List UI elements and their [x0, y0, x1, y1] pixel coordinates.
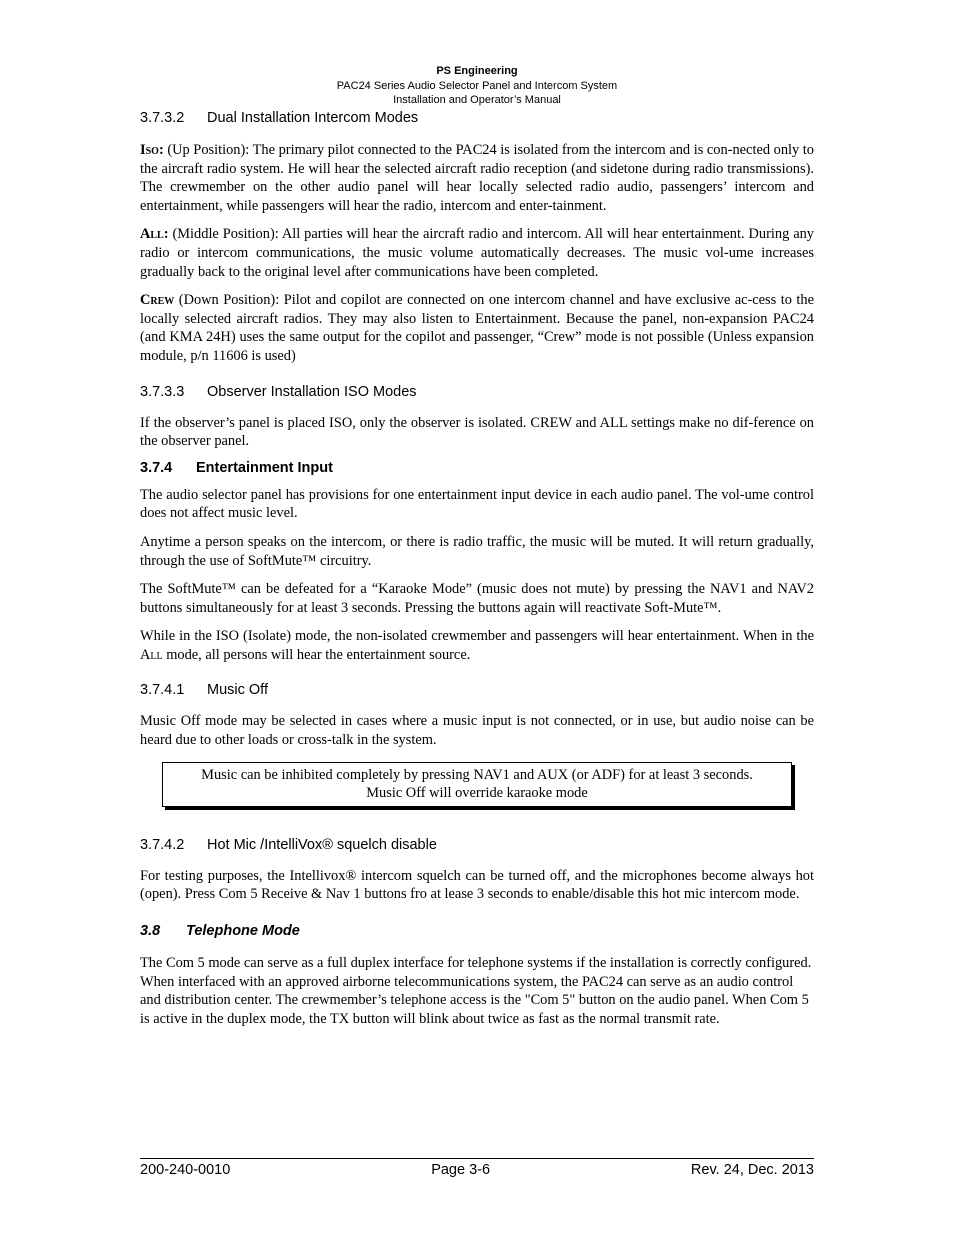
heading-3-8: [140, 923, 814, 939]
paragraph-crew: [140, 291, 814, 365]
section-number: 3.7.4.1: [140, 682, 185, 699]
heading-3-7-4: [140, 460, 814, 476]
paragraph-all: [140, 225, 814, 281]
footer-revision: Rev. 24, Dec. 2013: [690, 1162, 814, 1178]
heading-3-7-3-2: [140, 110, 814, 126]
section-number: 3.8: [140, 923, 161, 940]
section-number: 3.7.4.2: [140, 836, 185, 853]
term-iso: Iso:: [140, 142, 164, 158]
heading-3-7-3-3: [140, 384, 814, 400]
section-number: 3.7.3.3: [140, 383, 185, 400]
text-part-a: While in the ISO (Isolate) mode, the non-isolated crewmember and passengers will hear entertainment. When in the: [140, 628, 814, 645]
note-box: [162, 762, 792, 807]
section-title: Hot Mic /IntelliVox® squelch disable: [207, 836, 437, 853]
paragraph-observer: If the observer’s panel is placed ISO, only the observer is isolated. CREW and ALL settings make no dif-ference on the observer panel.: [140, 414, 814, 450]
header-company: PS Engineering: [436, 65, 518, 77]
paragraph-hot-mic: For testing purposes, the Intellivox® intercom squelch can be turned off, and the microphones become always hot (open). Press Com 5 Receive & Nav 1 buttons fro at lease 3 seconds to enable/disable this hot mic intercom mode.: [140, 867, 814, 903]
term-all: All:: [140, 226, 169, 243]
paragraph-entertainment-4: [140, 627, 814, 664]
section-title: Entertainment Input: [196, 459, 333, 476]
section-title: Music Off: [207, 682, 268, 699]
text-all: (Middle Position): All parties will hear the aircraft radio and intercom. All will hear entertainment. During any radio or intercom communications, the music volume automatically decreases. The music vol-ume increases gradually back to the original level after communications have been completed.: [140, 226, 814, 280]
page-header: [140, 64, 814, 108]
term-crew: Crew: [140, 292, 175, 309]
header-product: PAC24 Series Audio Selector Panel and Intercom System: [336, 79, 618, 92]
footer-page-number: Page 3-6: [431, 1162, 491, 1178]
text-iso: (Up Position): The primary pilot connected to the PAC24 is isolated from the intercom and is con-nected only to the aircraft radio system. He will hear the selected aircraft radio reception (and sidetone during radio transmissions). The crewmember on the other audio panel will hear locally selected radio audio, passengers’ intercom and entertainment, while passengers will hear the radio, intercom and enter-tainment.: [140, 142, 814, 214]
paragraph-iso: [140, 141, 814, 215]
section-title: Telephone Mode: [186, 923, 300, 940]
note-line-1: Music can be inhibited completely by pressing NAV1 and AUX (or ADF) for at least 3 seconds.: [201, 766, 753, 783]
text-part-b: mode, all persons will hear the entertainment source.: [162, 646, 471, 663]
note-line-2: Music Off will override karaoke mode: [366, 785, 588, 802]
heading-3-7-4-1: [140, 682, 814, 698]
term-all-inline: All: [140, 646, 163, 663]
section-title: Observer Installation ISO Modes: [207, 383, 417, 400]
text-crew: (Down Position): Pilot and copilot are connected on one intercom channel and have exclusive ac-cess to the locally selected aircraft radios. They may also listen to Entertainment. Because the panel, non-expansion PAC24 (and KMA 24H) uses the same output for the copilot and passenger, “Crew” mode is not possible (Unless expansion module, p/n 11606 is used): [140, 292, 814, 364]
section-number: 3.7.4: [140, 459, 173, 476]
header-manual: Installation and Operator’s Manual: [393, 94, 561, 107]
section-number: 3.7.3.2: [140, 110, 185, 126]
paragraph-music-off: Music Off mode may be selected in cases where a music input is not connected, or in use, but audio noise can be heard due to other loads or cross-talk in the system.: [140, 713, 814, 749]
paragraph-entertainment-3: The SoftMute™ can be defeated for a “Karaoke Mode” (music does not mute) by pressing the NAV1 and NAV2 buttons simultaneously for at least 3 seconds. Pressing the buttons again will reactivate Soft-Mute™.: [140, 581, 814, 616]
paragraph-telephone: The Com 5 mode can serve as a full duplex interface for telephone systems if the installation is correctly configured. When interfaced with an approved airborne telecommunications system, the PAC24 can serve as an audio control and distribution center. The crewmember’s telephone access is the "Com 5" button on the audio panel. When Com 5 is active in the duplex mode, the TX button will blink about twice as fast as the normal transmit rate.: [140, 955, 812, 1027]
footer-doc-number: 200-240-0010: [140, 1162, 231, 1178]
section-title: Dual Installation Intercom Modes: [207, 110, 419, 126]
page-footer: [140, 1158, 814, 1178]
heading-3-7-4-2: [140, 837, 814, 853]
page-content: [140, 110, 814, 1028]
paragraph-entertainment-2: Anytime a person speaks on the intercom, or there is radio traffic, the music will be muted. It will return gradually, through the use of SoftMute™ circuitry.: [140, 533, 814, 569]
paragraph-entertainment-1: The audio selector panel has provisions for one entertainment input device in each audio panel. The vol-ume control does not affect music level.: [140, 486, 814, 522]
